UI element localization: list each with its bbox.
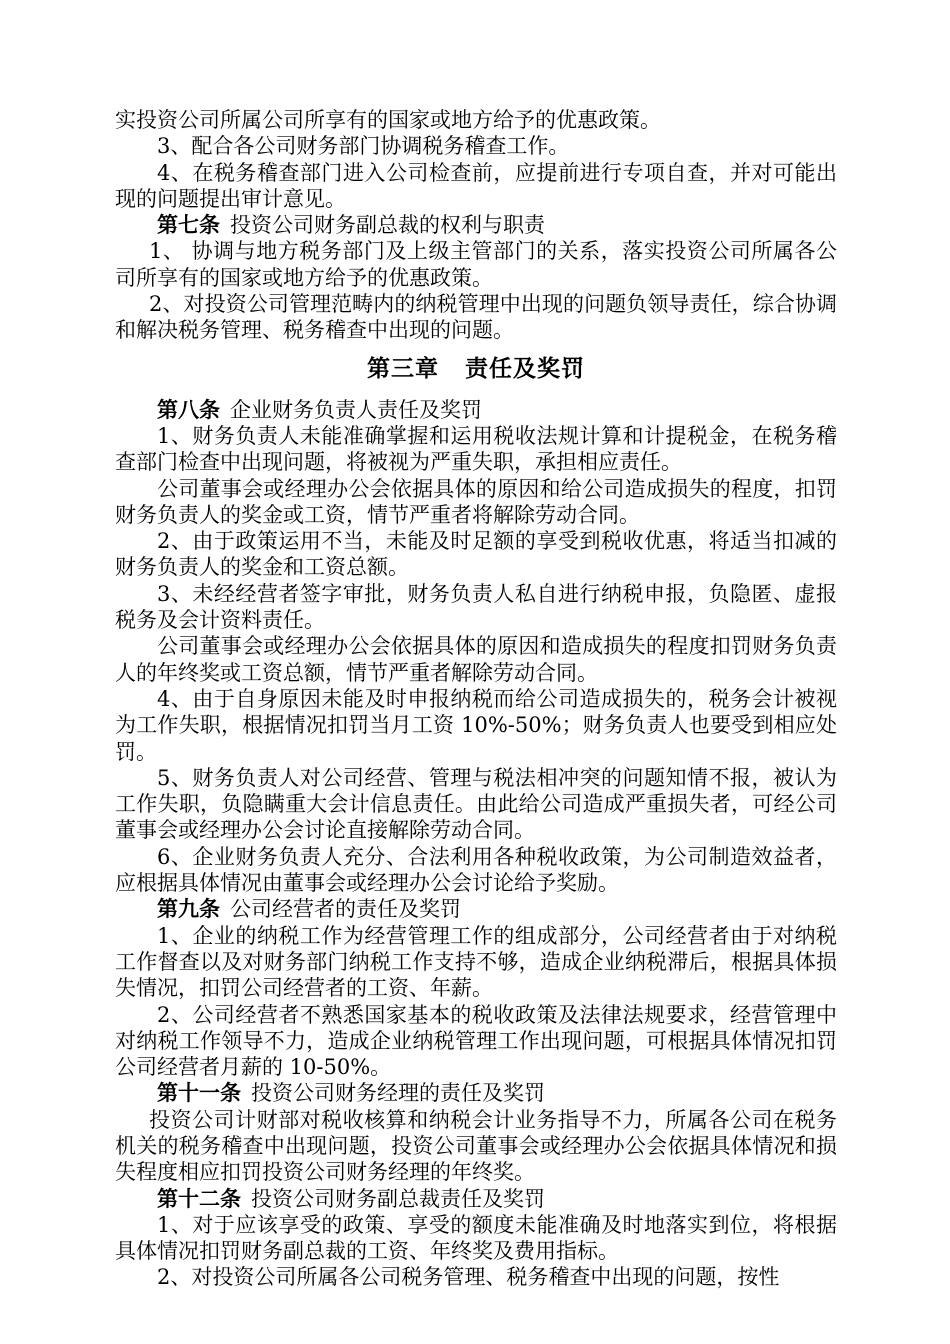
article-heading: [115, 896, 837, 922]
paragraph: 1、 协调与地方税务部门及上级主管部门的关系，落实投资公司所属各公司所享有的国家或地方给予的优惠政策。: [115, 239, 837, 290]
article-title: 投资公司财务副总裁责任及奖罚: [251, 1186, 545, 1211]
paragraph: 1、对于应该享受的政策、享受的额度未能准确及时地落实到位，将根据具体情况扣罚财务副总裁的工资、年终奖及费用指标。: [115, 1212, 837, 1264]
article-label: 第十二条: [157, 1185, 241, 1211]
article-label: 第八条: [157, 396, 220, 422]
paragraph: 实投资公司所属公司所享有的国家或地方给予的优惠政策。: [115, 108, 661, 132]
paragraph: 2、由于政策运用不当，未能及时足额的享受到税收优惠，将适当扣减的财务负责人的奖金和工资总额。: [115, 529, 837, 580]
chapter-heading: [115, 354, 837, 384]
document-page: [115, 107, 837, 1291]
paragraph: 5、财务负责人对公司经营、管理与税法相冲突的问题知情不报，被认为工作失职，负隐瞒重大会计信息责任。由此给公司造成严重损失者，可经公司董事会或经理办公会讨论直接解除劳动合同。: [115, 765, 837, 843]
article-title: 企业财务负责人责任及奖罚: [230, 397, 482, 422]
article-label: 第九条: [157, 896, 220, 922]
paragraph: 1、财务负责人未能准确掌握和运用税收法规计算和计提税金，在税务稽查部门检查中出现问题，将被视为严重失职，承担相应责任。: [115, 423, 837, 475]
paragraph: 3、未经经营者签字审批，财务负责人私自进行纳税申报，负隐匿、虚报税务及会计资料责任。: [115, 581, 837, 633]
article-heading: [115, 1080, 837, 1106]
article-label: 第七条: [157, 212, 220, 238]
paragraph: 4、由于自身原因未能及时申报纳税而给公司造成损失的，税务会计被视为工作失职，根据情况扣罚当月工资 10%-50%；财务负责人也要受到相应处罚。: [115, 686, 837, 764]
paragraph: 1、企业的纳税工作为经营管理工作的组成部分，公司经营者由于对纳税工作督查以及对财务部门纳税工作支持不够，造成企业纳税滞后，根据具体损失情况，扣罚公司经营者的工资、年薪。: [115, 923, 837, 1001]
article-heading: [115, 212, 837, 238]
chapter-title: 责任及奖罚: [465, 354, 585, 382]
paragraph: 4、在税务稽查部门进入公司检查前，应提前进行专项自查，并对可能出现的问题提出审计意见。: [115, 160, 837, 211]
paragraph: 2、对投资公司所属各公司税务管理、税务稽查中出现的问题，按性: [157, 1265, 780, 1290]
article-title: 公司经营者的责任及奖罚: [230, 897, 461, 922]
article-title: 投资公司财务副总裁的权利与职责: [230, 213, 545, 238]
article-heading: [115, 1186, 837, 1212]
article-title: 投资公司财务经理的责任及奖罚: [251, 1081, 545, 1106]
paragraph: 2、对投资公司管理范畴内的纳税管理中出现的问题负领导责任，综合协调和解决税务管理、税务稽查中出现的问题。: [115, 292, 837, 343]
article-label: 第十一条: [157, 1080, 241, 1106]
paragraph: 2、公司经营者不熟悉国家基本的税收政策及法律法规要求，经营管理中对纳税工作领导不力，造成企业纳税管理工作出现问题，可根据具体情况扣罚公司经营者月薪的 10-50%。: [115, 1002, 837, 1080]
paragraph: 3、配合各公司财务部门协调税务稽查工作。: [157, 134, 570, 159]
paragraph: 公司董事会或经理办公会依据具体的原因和造成损失的程度扣罚财务负责人的年终奖或工资总额，情节严重者解除劳动合同。: [115, 634, 837, 685]
chapter-label: 第三章: [367, 354, 439, 382]
paragraph: 6、企业财务负责人充分、合法利用各种税收政策，为公司制造效益者，应根据具体情况由董事会或经理办公会讨论给予奖励。: [115, 844, 837, 896]
article-heading: [115, 397, 837, 423]
paragraph: 投资公司计财部对税收核算和纳税会计业务指导不力，所属各公司在税务机关的税务稽查中出现问题，投资公司董事会或经理办公会依据具体情况和损失程度相应扣罚投资公司财务经理的年终奖。: [115, 1107, 837, 1185]
paragraph: 公司董事会或经理办公会依据具体的原因和给公司造成损失的程度，扣罚财务负责人的奖金或工资，情节严重者将解除劳动合同。: [115, 476, 837, 527]
